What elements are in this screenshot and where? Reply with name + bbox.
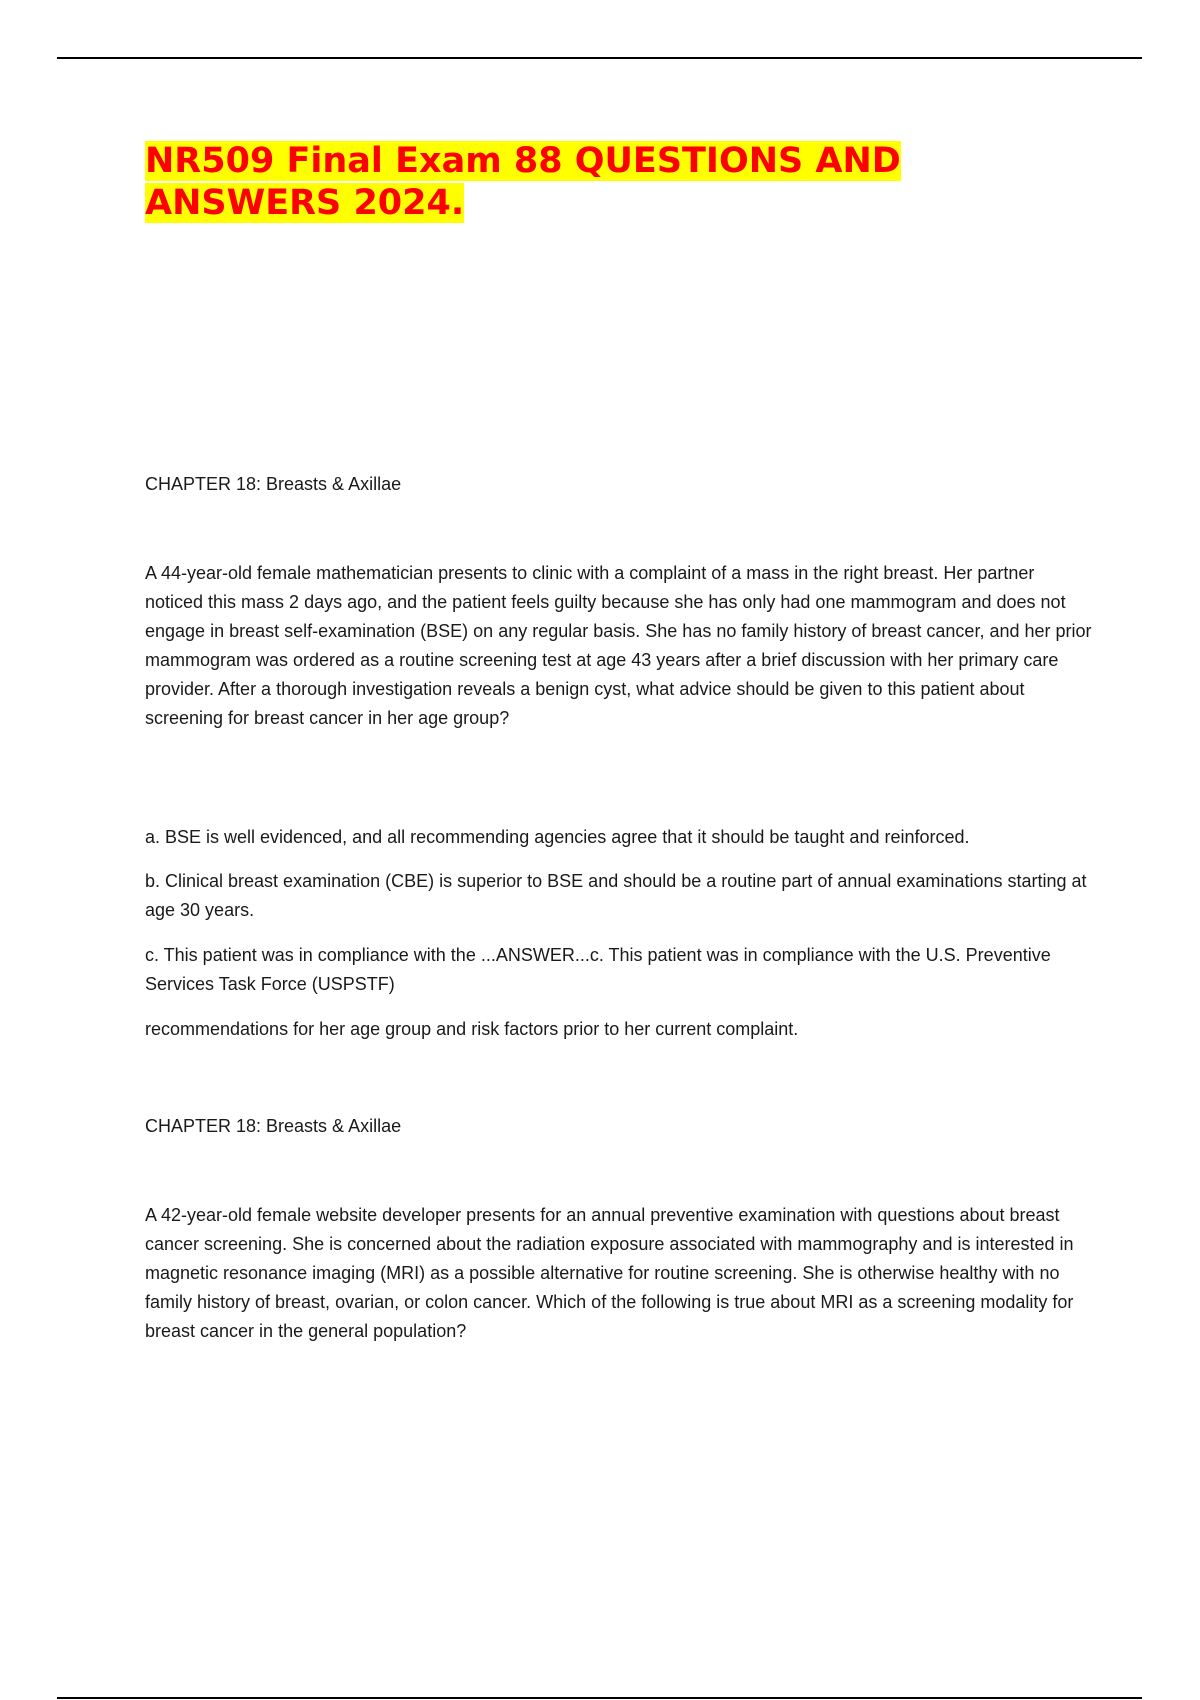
- bottom-rule: [57, 1697, 1142, 1699]
- document-title-text: NR509 Final Exam 88 QUESTIONS AND ANSWERS 2024.: [145, 141, 901, 223]
- answer-continuation: recommendations for her age group and risk factors prior to her current complaint.: [145, 1019, 799, 1039]
- chapter-heading: CHAPTER 18: Breasts & Axillae: [145, 1116, 402, 1136]
- document-title: [145, 140, 1095, 224]
- question-text: A 42-year-old female website developer presents for an annual preventive examination with questions about breast cancer screening. She is concerned about the radiation exposure associated with mammography and is interested in magnetic resonance imaging (MRI) as a possible alternative for routine screening. She is otherwise healthy with no family history of breast, ovarian, or colon cancer. Which of the following is true about MRI as a screening modality for breast cancer in the general population?: [145, 1205, 1074, 1341]
- answer-option-a: a. BSE is well evidenced, and all recommending agencies agree that it should be taught and reinforced.: [145, 827, 970, 847]
- chapter-heading: CHAPTER 18: Breasts & Axillae: [145, 474, 402, 494]
- document-body: [145, 140, 1095, 1341]
- answer-option-b: b. Clinical breast examination (CBE) is superior to BSE and should be a routine part of annual examinations starting at age 30 years.: [145, 871, 1087, 920]
- top-rule: [57, 57, 1142, 59]
- question-text: A 44-year-old female mathematician presents to clinic with a complaint of a mass in the right breast. Her partner noticed this mass 2 days ago, and the patient feels guilty because she has only had one mammogram and does not engage in breast self-examination (BSE) on any regular basis. She has no family history of breast cancer, and her prior mammogram was ordered as a routine screening test at age 43 years after a brief discussion with her primary care provider. After a thorough investigation reveals a benign cyst, what advice should be given to this patient about screening for breast cancer in her age group?: [145, 563, 1092, 728]
- answer-option-c: c. This patient was in compliance with the ...ANSWER...c. This patient was in compliance with the U.S. Preventive Services Task Force (USPSTF): [145, 945, 1051, 994]
